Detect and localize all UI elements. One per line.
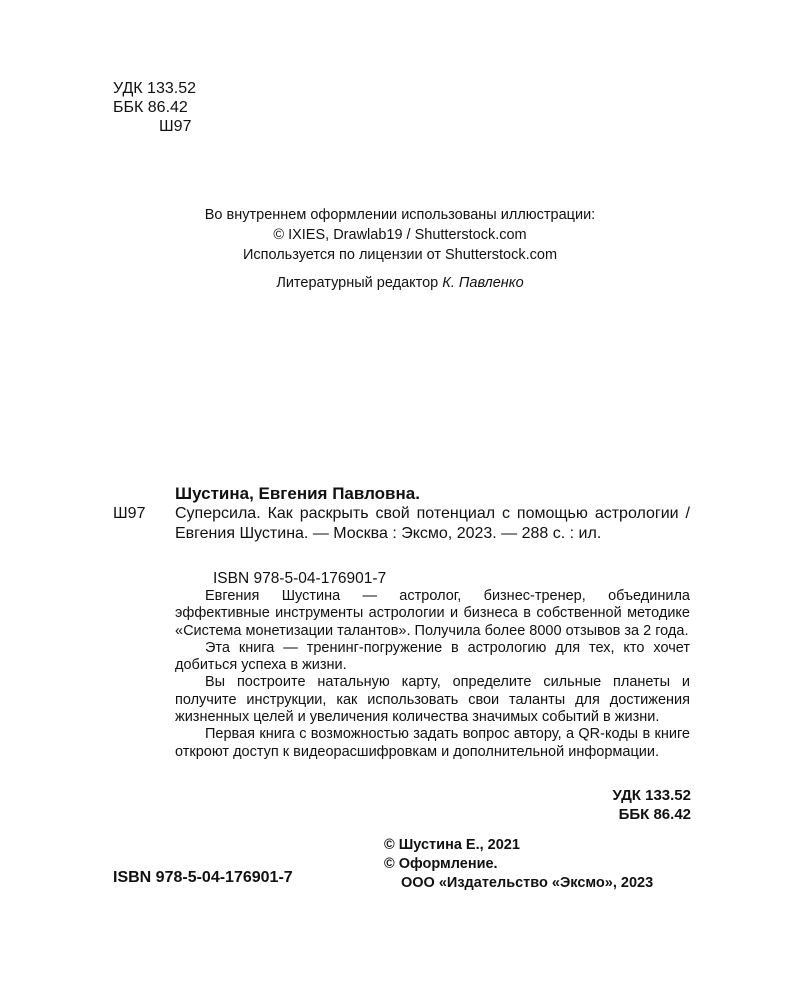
annotation-paragraph: Вы построите натальную карту, определите сильные планеты и получите инструкции, как использовать свои таланты для достижения жизненных целей и увеличения количества значимых событий в жизни. [175,674,690,726]
author-mark-entry: Ш97 [113,505,146,522]
annotation [175,588,690,761]
editor-line [0,273,800,293]
illustration-credits [0,205,800,293]
isbn-entry: ISBN 978-5-04-176901-7 [213,570,387,587]
editor-label: Литературный редактор [276,275,443,291]
annotation-paragraph: Первая книга с возможностью задать вопрос автору, а QR-коды в книге откроют доступ к видеорасшифровкам и дополнительной информации. [175,726,690,760]
publisher: ООО «Издательство «Эксмо», 2023 [401,875,654,891]
editor-name: К. Павленко [442,275,524,291]
copyright-author: © Шустина Е., 2021 [384,837,520,853]
copyright-block [384,836,653,893]
illustrations-intro: Во внутреннем оформлении использованы иллюстрации: [204,207,596,223]
illustrations-sources: © IXIES, Drawlab19 / Shutterstock.com [273,227,527,243]
license-note: Используется по лицензии от Shutterstock.com [242,247,558,263]
udk-code: УДК 133.52 [113,80,196,97]
bbk-code: ББК 86.42 [113,99,188,116]
annotation-paragraph: Эта книга — тренинг-погружение в астрологию для тех, кто хочет добиться успеха в жизни. [175,639,690,674]
title-description: Суперсила. Как раскрыть свой потенциал с помощью астрологии / Евгения Шустина. — Москва : Эксмо, 2023. — 288 с. : ил. [175,505,690,542]
author-heading: Шустина, Евгения Павловна. [175,484,420,503]
author-mark: Ш97 [159,118,192,135]
annotation-paragraph: Евгения Шустина — астролог, бизнес-тренер, объединила эффективные инструменты астрологии и бизнеса в собственной методике «Система монетизации талантов». Получила более 8000 отзывов за 2 года. [175,588,690,639]
copyright-design: © Оформление. [384,856,498,872]
isbn-footer: ISBN 978-5-04-176901-7 [113,869,293,886]
bbk-code-footer: ББК 86.42 [618,806,691,823]
library-codes [560,786,691,824]
udk-code-footer: УДК 133.52 [612,787,691,804]
classification-block [113,79,196,136]
